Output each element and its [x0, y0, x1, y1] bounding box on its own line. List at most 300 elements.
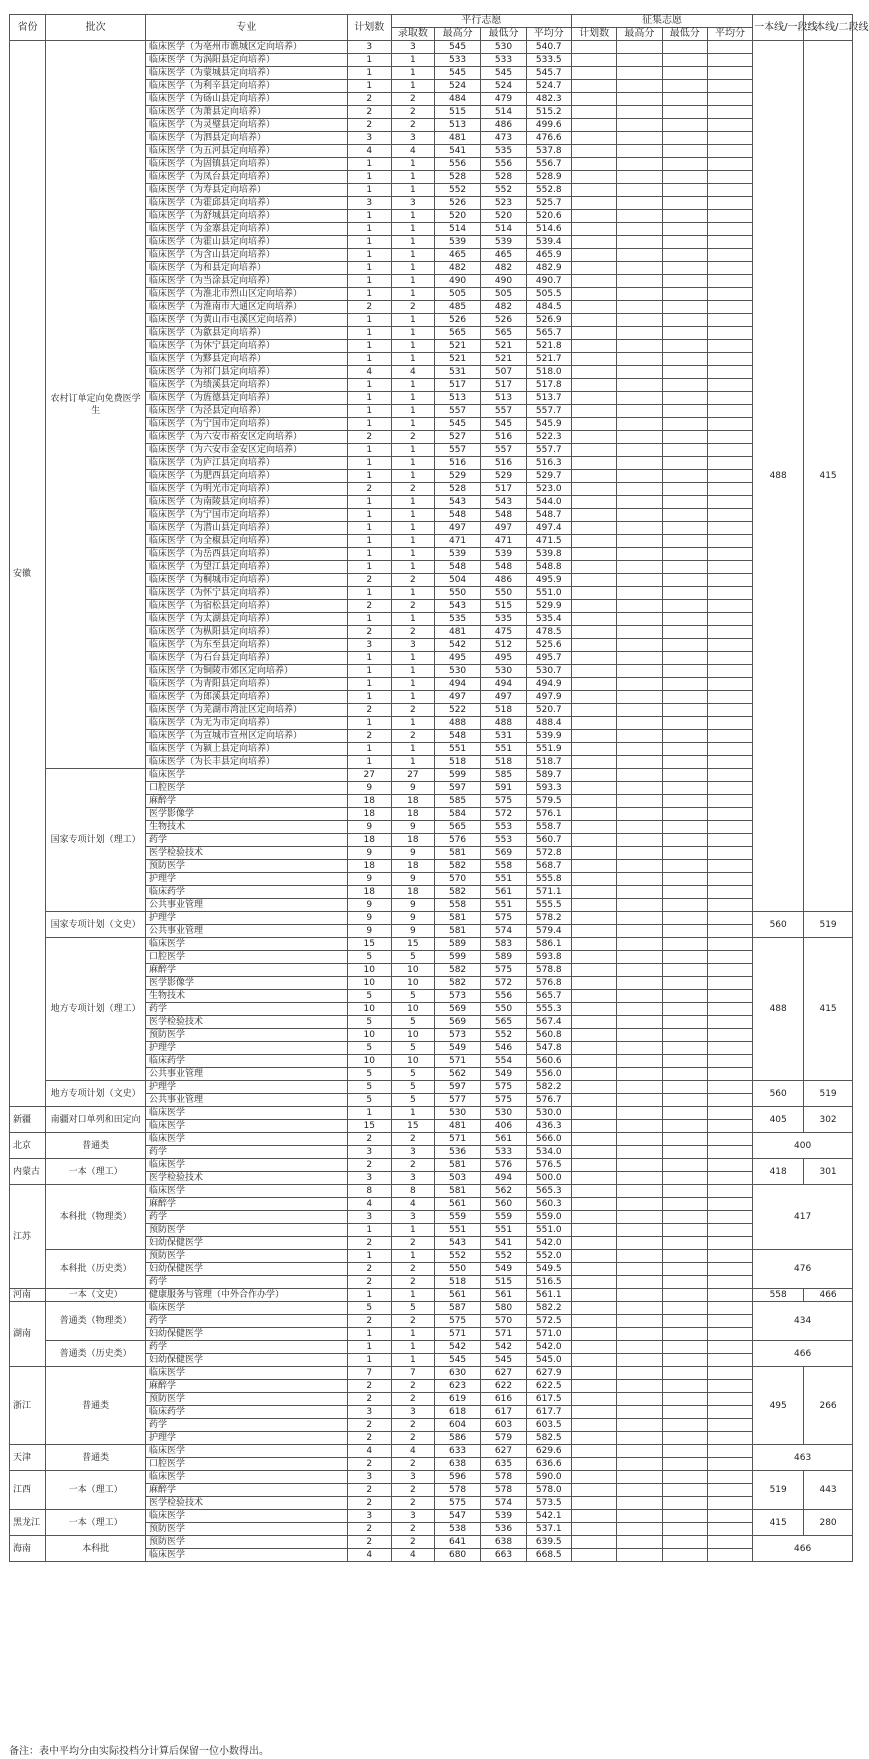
levy-empty-cell [617, 301, 662, 314]
min-score-cell: 518 [481, 756, 526, 769]
province-cell: 江苏 [10, 1185, 46, 1289]
plan-cell: 1 [347, 1224, 391, 1237]
min-score-cell: 539 [481, 548, 526, 561]
levy-empty-cell [662, 1367, 707, 1380]
levy-empty-cell [617, 496, 662, 509]
admit-cell: 1 [391, 171, 434, 184]
max-score-cell: 495 [434, 652, 480, 665]
levy-empty-cell [662, 665, 707, 678]
major-cell: 临床医学（为枞阳县定向培养） [145, 626, 347, 639]
admit-cell: 10 [391, 1029, 434, 1042]
line2-cell: 415 [804, 41, 853, 912]
admit-cell: 1 [391, 1354, 434, 1367]
levy-empty-cell [707, 210, 752, 223]
max-score-cell: 581 [434, 847, 480, 860]
levy-empty-cell [617, 197, 662, 210]
levy-empty-cell [662, 548, 707, 561]
avg-score-cell: 465.9 [526, 249, 571, 262]
avg-score-cell: 545.7 [526, 67, 571, 80]
admit-cell: 9 [391, 821, 434, 834]
max-score-cell: 641 [434, 1536, 480, 1549]
max-score-cell: 518 [434, 1276, 480, 1289]
levy-empty-cell [707, 132, 752, 145]
avg-score-cell: 515.2 [526, 106, 571, 119]
admission-table-wrapper [9, 14, 869, 1562]
levy-empty-cell [662, 1107, 707, 1120]
levy-empty-cell [617, 353, 662, 366]
line2-cell: 443 [804, 1471, 853, 1510]
avg-score-cell: 576.7 [526, 1094, 571, 1107]
min-score-cell: 575 [481, 964, 526, 977]
admit-cell: 18 [391, 886, 434, 899]
levy-empty-cell [707, 912, 752, 925]
levy-empty-cell [617, 1302, 662, 1315]
admit-cell: 10 [391, 1003, 434, 1016]
levy-empty-cell [707, 483, 752, 496]
levy-empty-cell [662, 223, 707, 236]
min-score-cell: 482 [481, 262, 526, 275]
admit-cell: 1 [391, 1328, 434, 1341]
min-score-cell: 550 [481, 587, 526, 600]
levy-empty-cell [662, 236, 707, 249]
levy-empty-cell [707, 1354, 752, 1367]
admit-cell: 2 [391, 1315, 434, 1328]
batch-cell: 一本（理工） [46, 1510, 146, 1536]
levy-empty-cell [571, 847, 616, 860]
levy-empty-cell [707, 925, 752, 938]
levy-empty-cell [707, 392, 752, 405]
levy-empty-cell [707, 1263, 752, 1276]
levy-empty-cell [617, 379, 662, 392]
admit-cell: 1 [391, 223, 434, 236]
levy-empty-cell [617, 106, 662, 119]
major-cell: 临床医学（为岳西县定向培养） [145, 548, 347, 561]
avg-score-cell: 471.5 [526, 535, 571, 548]
max-score-cell: 604 [434, 1419, 480, 1432]
major-cell: 临床药学 [145, 886, 347, 899]
major-cell: 临床医学（为宣城市宣州区定向培养） [145, 730, 347, 743]
levy-empty-cell [571, 93, 616, 106]
levy-empty-cell [662, 314, 707, 327]
admit-cell: 1 [391, 236, 434, 249]
plan-cell: 2 [347, 730, 391, 743]
levy-empty-cell [707, 1250, 752, 1263]
levy-empty-cell [571, 249, 616, 262]
avg-score-cell: 565.7 [526, 990, 571, 1003]
min-score-cell: 575 [481, 1081, 526, 1094]
levy-empty-cell [707, 1224, 752, 1237]
levy-empty-cell [662, 613, 707, 626]
levy-empty-cell [617, 912, 662, 925]
admit-cell: 1 [391, 457, 434, 470]
admit-cell: 2 [391, 1393, 434, 1406]
table-row [10, 1510, 853, 1523]
levy-empty-cell [662, 132, 707, 145]
max-score-cell: 503 [434, 1172, 480, 1185]
min-score-cell: 549 [481, 1263, 526, 1276]
min-score-cell: 533 [481, 54, 526, 67]
plan-cell: 10 [347, 1055, 391, 1068]
levy-empty-cell [571, 288, 616, 301]
levy-empty-cell [571, 1354, 616, 1367]
levy-empty-cell [662, 353, 707, 366]
max-score-cell: 565 [434, 327, 480, 340]
major-cell: 临床医学（为宁国市定向培养） [145, 418, 347, 431]
levy-empty-cell [662, 1445, 707, 1458]
line-merged-cell: 476 [753, 1250, 853, 1289]
avg-score-cell: 576.8 [526, 977, 571, 990]
admission-score-table [9, 14, 869, 1562]
min-score-cell: 591 [481, 782, 526, 795]
levy-empty-cell [662, 119, 707, 132]
min-score-cell: 575 [481, 795, 526, 808]
min-score-cell: 515 [481, 1276, 526, 1289]
min-score-cell: 514 [481, 223, 526, 236]
admit-cell: 1 [391, 522, 434, 535]
plan-cell: 10 [347, 1003, 391, 1016]
avg-score-cell: 476.6 [526, 132, 571, 145]
avg-score-cell: 551.0 [526, 587, 571, 600]
max-score-cell: 582 [434, 977, 480, 990]
min-score-cell: 539 [481, 1510, 526, 1523]
levy-empty-cell [707, 704, 752, 717]
min-score-cell: 574 [481, 1497, 526, 1510]
max-score-cell: 526 [434, 314, 480, 327]
line2-cell: 280 [804, 1510, 853, 1536]
admit-cell: 1 [391, 470, 434, 483]
levy-empty-cell [571, 626, 616, 639]
levy-empty-cell [707, 795, 752, 808]
major-cell: 临床医学（为歙县定向培养） [145, 327, 347, 340]
admit-cell: 5 [391, 1081, 434, 1094]
min-score-cell: 622 [481, 1380, 526, 1393]
levy-empty-cell [617, 678, 662, 691]
levy-empty-cell [707, 1159, 752, 1172]
plan-cell: 5 [347, 990, 391, 1003]
max-score-cell: 513 [434, 392, 480, 405]
max-score-cell: 490 [434, 275, 480, 288]
avg-score-cell: 589.7 [526, 769, 571, 782]
levy-empty-cell [617, 821, 662, 834]
avg-score-cell: 559.0 [526, 1211, 571, 1224]
levy-empty-cell [707, 496, 752, 509]
levy-empty-cell [571, 743, 616, 756]
header-province: 省份 [10, 15, 46, 41]
major-cell: 医学检验技术 [145, 1016, 347, 1029]
major-cell: 临床医学（为青阳县定向培养） [145, 678, 347, 691]
levy-empty-cell [662, 1497, 707, 1510]
province-cell: 内蒙古 [10, 1159, 46, 1185]
avg-score-cell: 548.8 [526, 561, 571, 574]
levy-empty-cell [707, 1484, 752, 1497]
batch-cell: 南疆对口单列和田定向 [46, 1107, 146, 1133]
avg-score-cell: 539.4 [526, 236, 571, 249]
avg-score-cell: 560.3 [526, 1198, 571, 1211]
levy-empty-cell [707, 119, 752, 132]
levy-empty-cell [617, 951, 662, 964]
levy-empty-cell [571, 730, 616, 743]
max-score-cell: 581 [434, 925, 480, 938]
levy-empty-cell [571, 639, 616, 652]
levy-empty-cell [707, 938, 752, 951]
admit-cell: 5 [391, 951, 434, 964]
levy-empty-cell [662, 340, 707, 353]
levy-empty-cell [617, 275, 662, 288]
levy-empty-cell [571, 1458, 616, 1471]
levy-empty-cell [662, 327, 707, 340]
header-line1: 一本线/一段线 [753, 15, 804, 41]
max-score-cell: 561 [434, 1289, 480, 1302]
avg-score-cell: 556.7 [526, 158, 571, 171]
min-score-cell: 543 [481, 496, 526, 509]
major-cell: 临床医学（为凤台县定向培养） [145, 171, 347, 184]
min-score-cell: 542 [481, 1341, 526, 1354]
levy-empty-cell [617, 1406, 662, 1419]
levy-empty-cell [617, 938, 662, 951]
major-cell: 麻醉学 [145, 1198, 347, 1211]
levy-empty-cell [571, 1406, 616, 1419]
line1-cell: 488 [753, 938, 804, 1081]
levy-empty-cell [662, 262, 707, 275]
plan-cell: 2 [347, 1393, 391, 1406]
admit-cell: 1 [391, 158, 434, 171]
max-score-cell: 547 [434, 1510, 480, 1523]
plan-cell: 1 [347, 1354, 391, 1367]
admit-cell: 3 [391, 1172, 434, 1185]
levy-empty-cell [617, 457, 662, 470]
levy-empty-cell [617, 886, 662, 899]
plan-cell: 1 [347, 223, 391, 236]
max-score-cell: 562 [434, 1068, 480, 1081]
levy-empty-cell [617, 314, 662, 327]
plan-cell: 1 [347, 314, 391, 327]
avg-score-cell: 545.0 [526, 1354, 571, 1367]
levy-empty-cell [662, 184, 707, 197]
major-cell: 临床医学（为南陵县定向培养） [145, 496, 347, 509]
levy-empty-cell [571, 1367, 616, 1380]
levy-empty-cell [662, 1081, 707, 1094]
min-score-cell: 473 [481, 132, 526, 145]
levy-empty-cell [617, 158, 662, 171]
max-score-cell: 520 [434, 210, 480, 223]
min-score-cell: 507 [481, 366, 526, 379]
avg-score-cell: 622.5 [526, 1380, 571, 1393]
major-cell: 口腔医学 [145, 782, 347, 795]
min-score-cell: 517 [481, 379, 526, 392]
levy-empty-cell [662, 1055, 707, 1068]
admit-cell: 5 [391, 1094, 434, 1107]
max-score-cell: 539 [434, 548, 480, 561]
plan-cell: 3 [347, 1172, 391, 1185]
avg-score-cell: 549.5 [526, 1263, 571, 1276]
major-cell: 护理学 [145, 1081, 347, 1094]
admit-cell: 1 [391, 184, 434, 197]
levy-empty-cell [571, 1276, 616, 1289]
min-score-cell: 533 [481, 1146, 526, 1159]
levy-empty-cell [707, 1146, 752, 1159]
levy-empty-cell [617, 431, 662, 444]
levy-empty-cell [662, 1237, 707, 1250]
levy-empty-cell [617, 1250, 662, 1263]
avg-score-cell: 537.1 [526, 1523, 571, 1536]
plan-cell: 1 [347, 470, 391, 483]
levy-empty-cell [662, 1406, 707, 1419]
batch-cell: 普通类 [46, 1367, 146, 1445]
max-score-cell: 638 [434, 1458, 480, 1471]
plan-cell: 1 [347, 1250, 391, 1263]
levy-empty-cell [617, 1094, 662, 1107]
levy-empty-cell [571, 210, 616, 223]
avg-score-cell: 603.5 [526, 1419, 571, 1432]
levy-empty-cell [662, 1263, 707, 1276]
avg-score-cell: 556.0 [526, 1068, 571, 1081]
levy-empty-cell [571, 262, 616, 275]
plan-cell: 5 [347, 1016, 391, 1029]
max-score-cell: 581 [434, 1159, 480, 1172]
avg-score-cell: 545.9 [526, 418, 571, 431]
plan-cell: 1 [347, 1341, 391, 1354]
admit-cell: 1 [391, 743, 434, 756]
avg-score-cell: 555.8 [526, 873, 571, 886]
major-cell: 妇幼保健医学 [145, 1328, 347, 1341]
header-levy-avg: 平均分 [707, 28, 752, 41]
admit-cell: 1 [391, 379, 434, 392]
levy-empty-cell [617, 132, 662, 145]
levy-empty-cell [707, 1042, 752, 1055]
min-score-cell: 497 [481, 691, 526, 704]
admit-cell: 1 [391, 54, 434, 67]
levy-empty-cell [571, 496, 616, 509]
levy-empty-cell [571, 80, 616, 93]
levy-empty-cell [707, 431, 752, 444]
levy-empty-cell [617, 210, 662, 223]
levy-empty-cell [571, 1510, 616, 1523]
levy-empty-cell [617, 1159, 662, 1172]
levy-empty-cell [707, 184, 752, 197]
avg-score-cell: 552.8 [526, 184, 571, 197]
min-score-cell: 571 [481, 1328, 526, 1341]
levy-empty-cell [617, 93, 662, 106]
levy-empty-cell [571, 483, 616, 496]
plan-cell: 2 [347, 106, 391, 119]
max-score-cell: 558 [434, 899, 480, 912]
levy-empty-cell [617, 1133, 662, 1146]
levy-empty-cell [617, 704, 662, 717]
levy-empty-cell [707, 782, 752, 795]
plan-cell: 1 [347, 405, 391, 418]
levy-empty-cell [571, 1484, 616, 1497]
admit-cell: 2 [391, 1432, 434, 1445]
levy-empty-cell [662, 704, 707, 717]
levy-empty-cell [617, 587, 662, 600]
major-cell: 临床药学 [145, 1406, 347, 1419]
levy-empty-cell [617, 574, 662, 587]
levy-empty-cell [617, 860, 662, 873]
admit-cell: 1 [391, 340, 434, 353]
avg-score-cell: 488.4 [526, 717, 571, 730]
levy-empty-cell [617, 1471, 662, 1484]
line-merged-cell: 463 [753, 1445, 853, 1471]
plan-cell: 1 [347, 67, 391, 80]
header-levy-plan: 计划数 [571, 28, 616, 41]
plan-cell: 1 [347, 340, 391, 353]
plan-cell: 4 [347, 1549, 391, 1562]
major-cell: 临床医学（为绩溪县定向培养） [145, 379, 347, 392]
max-score-cell: 575 [434, 1315, 480, 1328]
levy-empty-cell [662, 1315, 707, 1328]
max-score-cell: 494 [434, 678, 480, 691]
avg-score-cell: 505.5 [526, 288, 571, 301]
max-score-cell: 504 [434, 574, 480, 587]
max-score-cell: 521 [434, 353, 480, 366]
plan-cell: 2 [347, 1159, 391, 1172]
major-cell: 临床医学（为颍上县定向培养） [145, 743, 347, 756]
levy-empty-cell [571, 470, 616, 483]
levy-empty-cell [707, 314, 752, 327]
levy-empty-cell [571, 1523, 616, 1536]
levy-empty-cell [662, 171, 707, 184]
min-score-cell: 512 [481, 639, 526, 652]
plan-cell: 3 [347, 1146, 391, 1159]
avg-score-cell: 542.0 [526, 1341, 571, 1354]
major-cell: 药学 [145, 834, 347, 847]
max-score-cell: 551 [434, 743, 480, 756]
min-score-cell: 638 [481, 1536, 526, 1549]
admit-cell: 5 [391, 1302, 434, 1315]
plan-cell: 5 [347, 951, 391, 964]
admit-cell: 9 [391, 899, 434, 912]
levy-empty-cell [707, 418, 752, 431]
admit-cell: 2 [391, 1276, 434, 1289]
levy-empty-cell [662, 1211, 707, 1224]
min-score-cell: 526 [481, 314, 526, 327]
plan-cell: 2 [347, 483, 391, 496]
min-score-cell: 490 [481, 275, 526, 288]
levy-empty-cell [571, 925, 616, 938]
line1-cell: 558 [753, 1289, 804, 1302]
admit-cell: 4 [391, 1198, 434, 1211]
avg-score-cell: 617.5 [526, 1393, 571, 1406]
avg-score-cell: 521.7 [526, 353, 571, 366]
levy-empty-cell [571, 1380, 616, 1393]
levy-empty-cell [662, 1354, 707, 1367]
avg-score-cell: 557.7 [526, 444, 571, 457]
plan-cell: 1 [347, 1289, 391, 1302]
admit-cell: 1 [391, 587, 434, 600]
major-cell: 临床医学（为无为市定向培养） [145, 717, 347, 730]
levy-empty-cell [707, 977, 752, 990]
major-cell: 临床医学 [145, 938, 347, 951]
min-score-cell: 536 [481, 1523, 526, 1536]
max-score-cell: 543 [434, 1237, 480, 1250]
min-score-cell: 552 [481, 1029, 526, 1042]
max-score-cell: 556 [434, 158, 480, 171]
max-score-cell: 557 [434, 444, 480, 457]
admit-cell: 1 [391, 717, 434, 730]
major-cell: 预防医学 [145, 1393, 347, 1406]
max-score-cell: 561 [434, 1198, 480, 1211]
line-merged-cell: 466 [753, 1341, 853, 1367]
levy-empty-cell [662, 41, 707, 54]
levy-empty-cell [571, 366, 616, 379]
footnote: 备注：表中平均分由实际投档分计算后保留一位小数得出。 [9, 1746, 269, 1757]
batch-cell: 普通类（物理类） [46, 1302, 146, 1341]
min-score-cell: 616 [481, 1393, 526, 1406]
min-score-cell: 514 [481, 106, 526, 119]
plan-cell: 5 [347, 1068, 391, 1081]
levy-empty-cell [571, 340, 616, 353]
plan-cell: 1 [347, 756, 391, 769]
